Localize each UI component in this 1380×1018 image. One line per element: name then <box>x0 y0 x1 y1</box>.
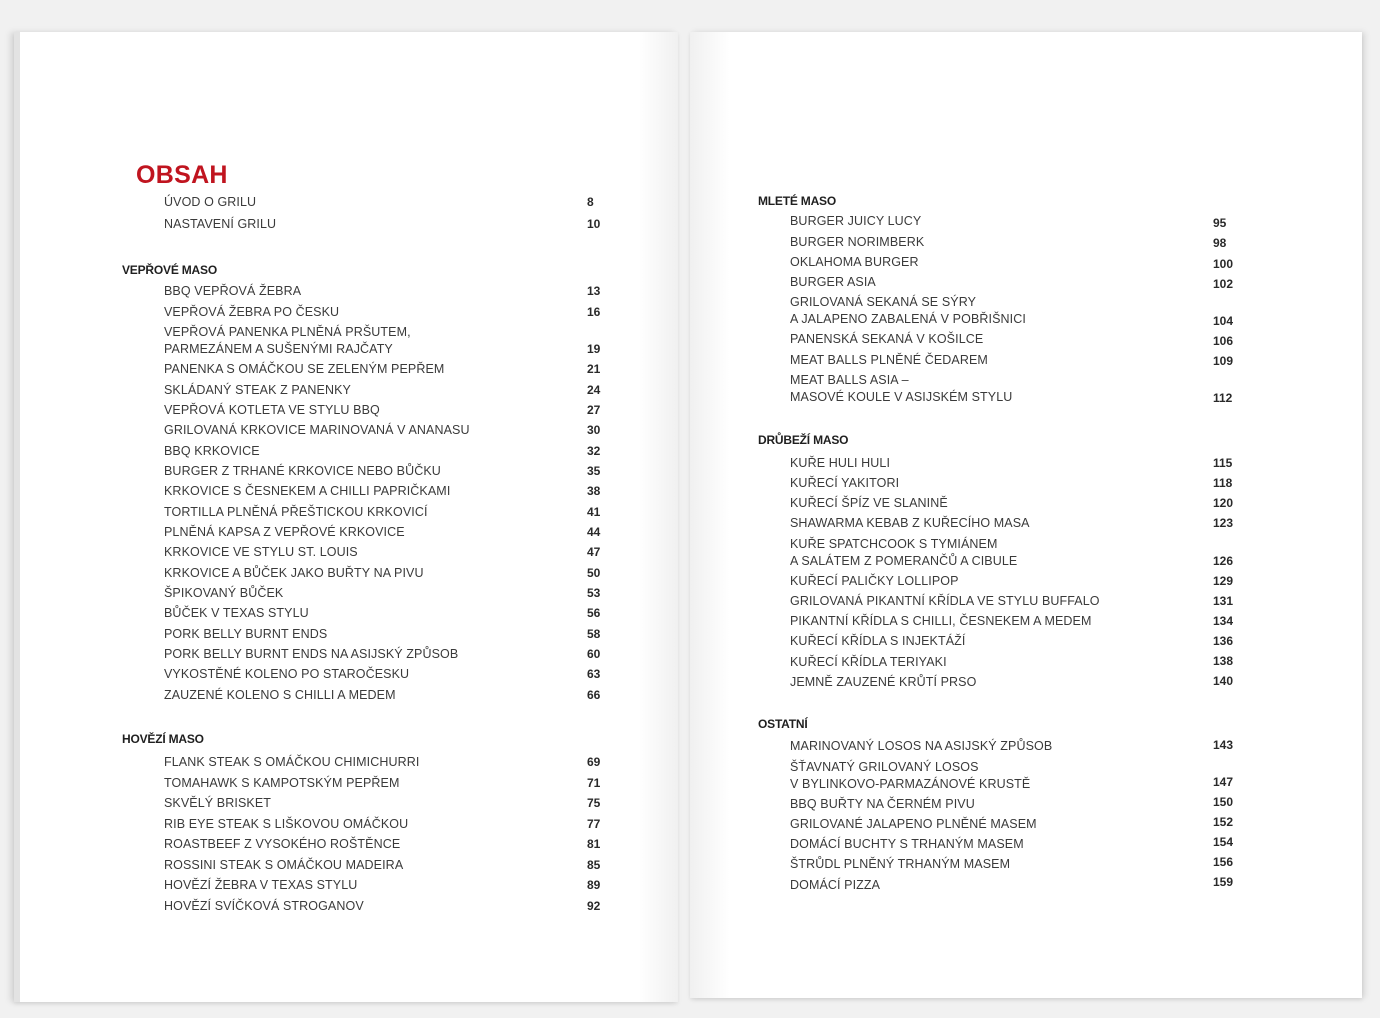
toc-entry-page: 92 <box>587 899 601 913</box>
page-title: OBSAH <box>136 161 228 189</box>
toc-entry-label: ŠTRŮDL PLNĚNÝ TRHANÝM MASEM <box>790 857 1011 871</box>
toc-entry-label: KUŘECÍ PALIČKY LOLLIPOP <box>790 574 959 588</box>
toc-entry-label: PORK BELLY BURNT ENDS <box>164 627 328 641</box>
toc-entry-label: KUŘECÍ KŘÍDLA S INJEKTÁŽÍ <box>790 634 966 648</box>
toc-entry-label: BURGER NORIMBERK <box>790 235 925 249</box>
toc-entry-page: 32 <box>587 444 601 458</box>
toc-entry-label: GRILOVANÉ JALAPENO PLNĚNÉ MASEM <box>790 817 1037 831</box>
toc-entry-page: 150 <box>1213 795 1234 809</box>
toc-entry-label-line2: PARMEZÁNEM A SUŠENÝMI RAJČATY <box>164 342 393 356</box>
toc-entry-page: 41 <box>587 505 601 519</box>
toc-entry-label: BBQ BUŘTY NA ČERNÉM PIVU <box>790 797 975 811</box>
toc-entry-label: BURGER ASIA <box>790 275 876 289</box>
toc-entry-page: 66 <box>587 688 601 702</box>
toc-entry-page: 13 <box>587 284 601 298</box>
toc-entry-page: 56 <box>587 606 601 620</box>
toc-entry-page: 89 <box>587 878 601 892</box>
toc-entry-label: KRKOVICE VE STYLU ST. LOUIS <box>164 545 358 559</box>
toc-entry-label: TORTILLA PLNĚNÁ PŘEŠTICKOU KRKOVICÍ <box>164 505 428 519</box>
toc-entry-page: 71 <box>587 776 601 790</box>
gutter-shadow <box>638 32 678 1002</box>
toc-entry-page: 138 <box>1213 654 1234 668</box>
toc-entry-page: 81 <box>587 837 601 851</box>
toc-entry-page: 75 <box>587 796 601 810</box>
toc-entry-page: 106 <box>1213 334 1234 348</box>
toc-entry-page: 69 <box>587 755 601 769</box>
toc-entry-label: ÚVOD O GRILU <box>164 195 257 209</box>
toc-entry-page: 38 <box>587 484 601 498</box>
toc-entry-page: 118 <box>1213 476 1233 490</box>
toc-entry-label: VEPŘOVÁ ŽEBRA PO ČESKU <box>164 305 340 319</box>
toc-entry-page: 152 <box>1213 815 1234 829</box>
toc-entry-page: 123 <box>1213 516 1234 530</box>
toc-entry-page: 115 <box>1213 456 1233 470</box>
toc-entry-page: 63 <box>587 667 601 681</box>
toc-entry-page: 44 <box>587 525 601 539</box>
toc-entry-label: SKLÁDANÝ STEAK Z PANENKY <box>164 383 351 397</box>
toc-entry-label: OKLAHOMA BURGER <box>790 255 919 269</box>
toc-entry-page: 58 <box>587 627 601 641</box>
toc-entry-label: SKVĚLÝ BRISKET <box>164 796 271 810</box>
toc-entry-label: GRILOVANÁ KRKOVICE MARINOVANÁ V ANANASU <box>164 423 470 437</box>
toc-entry-page: 16 <box>587 305 601 319</box>
toc-entry-page: 77 <box>587 817 601 831</box>
toc-entry-label: HOVĚZÍ SVÍČKOVÁ STROGANOV <box>164 899 364 913</box>
toc-entry-page: 129 <box>1213 574 1234 588</box>
toc-entry-label: HOVĚZÍ ŽEBRA V TEXAS STYLU <box>164 878 358 892</box>
section-heading: MLETÉ MASO <box>758 194 836 208</box>
toc-entry-label: BURGER JUICY LUCY <box>790 214 922 228</box>
toc-entry-label: MEAT BALLS ASIA – <box>790 373 909 387</box>
right-page <box>690 32 1362 998</box>
toc-entry-page: 60 <box>587 647 601 661</box>
toc-entry-label: PORK BELLY BURNT ENDS NA ASIJSKÝ ZPŮSOB <box>164 647 459 661</box>
toc-entry-label: KRKOVICE A BŮČEK JAKO BUŘTY NA PIVU <box>164 566 424 580</box>
toc-entry-page: 8 <box>587 195 594 209</box>
toc-entry-label: KUŘECÍ ŠPÍZ VE SLANINĚ <box>790 496 948 510</box>
toc-entry-label-line2: A SALÁTEM Z POMERANČŮ A CIBULE <box>790 554 1018 568</box>
toc-entry-label: ROASTBEEF Z VYSOKÉHO ROŠTĚNCE <box>164 837 401 851</box>
toc-entry-label: KUŘE HULI HULI <box>790 456 891 470</box>
toc-entry-label: VEPŘOVÁ PANENKA PLNĚNÁ PRŠUTEM, <box>164 325 411 339</box>
toc-entry-label: ZAUZENÉ KOLENO S CHILLI A MEDEM <box>164 688 396 702</box>
toc-entry-label: BBQ KRKOVICE <box>164 444 260 458</box>
toc-entry-label: ŠŤAVNATÝ GRILOVANÝ LOSOS <box>790 760 979 774</box>
toc-entry-page: 143 <box>1213 738 1234 752</box>
toc-entry-page: 100 <box>1213 257 1234 271</box>
section-heading: HOVĚZÍ MASO <box>122 732 204 746</box>
toc-entry-page: 136 <box>1213 634 1234 648</box>
toc-entry-page: 10 <box>587 217 601 231</box>
toc-entry-page: 104 <box>1213 314 1234 328</box>
toc-entry-label: SHAWARMA KEBAB Z KUŘECÍHO MASA <box>790 516 1030 530</box>
toc-entry-label: RIB EYE STEAK S LIŠKOVOU OMÁČKOU <box>164 817 409 831</box>
toc-entry-page: 19 <box>587 342 601 356</box>
toc-entry-page: 85 <box>587 858 601 872</box>
toc-entry-page: 126 <box>1213 554 1234 568</box>
toc-entry-page: 35 <box>587 464 601 478</box>
toc-entry-label: TOMAHAWK S KAMPOTSKÝM PEPŘEM <box>164 776 400 790</box>
toc-entry-page: 159 <box>1213 875 1234 889</box>
toc-entry-label: PANENSKÁ SEKANÁ V KOŠILCE <box>790 332 984 346</box>
toc-entry-label: VEPŘOVÁ KOTLETA VE STYLU BBQ <box>164 403 380 417</box>
toc-entry-page: 30 <box>587 423 601 437</box>
toc-entry-page: 47 <box>587 545 601 559</box>
page-edge <box>14 32 20 1002</box>
toc-entry-label: JEMNĚ ZAUZENÉ KRŮTÍ PRSO <box>790 675 977 689</box>
section-heading: OSTATNÍ <box>758 717 808 731</box>
toc-entry-page: 154 <box>1213 835 1234 849</box>
toc-entry-label: BBQ VEPŘOVÁ ŽEBRA <box>164 284 302 298</box>
section-heading: VEPŘOVÉ MASO <box>122 263 217 277</box>
toc-entry-label: BŮČEK V TEXAS STYLU <box>164 606 309 620</box>
toc-entry-label: KUŘECÍ YAKITORI <box>790 476 900 490</box>
toc-entry-label: DOMÁCÍ PIZZA <box>790 878 881 892</box>
toc-entry-page: 109 <box>1213 354 1234 368</box>
left-page <box>14 32 678 1002</box>
toc-entry-label-line2: MASOVÉ KOULE V ASIJSKÉM STYLU <box>790 390 1013 404</box>
toc-entry-page: 134 <box>1213 614 1234 628</box>
toc-entry-page: 98 <box>1213 236 1227 250</box>
toc-entry-page: 95 <box>1213 216 1227 230</box>
toc-entry-label-line2: V BYLINKOVO-PARMAZÁNOVÉ KRUSTĚ <box>790 777 1031 791</box>
toc-entry-page: 24 <box>587 383 601 397</box>
toc-entry-label: GRILOVANÁ PIKANTNÍ KŘÍDLA VE STYLU BUFFALO <box>790 594 1100 608</box>
toc-entry-page: 140 <box>1213 674 1234 688</box>
gutter-shadow <box>690 32 730 998</box>
toc-entry-label: KUŘECÍ KŘÍDLA TERIYAKI <box>790 655 947 669</box>
toc-entry-page: 50 <box>587 566 601 580</box>
toc-entry-label: DOMÁCÍ BUCHTY S TRHANÝM MASEM <box>790 837 1024 851</box>
section-heading: DRŮBEŽÍ MASO <box>758 433 849 447</box>
toc-entry-label: PANENKA S OMÁČKOU SE ZELENÝM PEPŘEM <box>164 362 445 376</box>
toc-entry-label-line2: A JALAPENO ZABALENÁ V POBŘIŠNICI <box>790 312 1026 326</box>
toc-entry-label: NASTAVENÍ GRILU <box>164 217 277 231</box>
toc-entry-label: ROSSINI STEAK S OMÁČKOU MADEIRA <box>164 858 404 872</box>
toc-entry-label: BURGER Z TRHANÉ KRKOVICE NEBO BŮČKU <box>164 464 441 478</box>
toc-entry-label: ŠPIKOVANÝ BŮČEK <box>164 586 284 600</box>
toc-entry-label: MEAT BALLS PLNĚNÉ ČEDAREM <box>790 353 988 367</box>
toc-entry-label: MARINOVANÝ LOSOS NA ASIJSKÝ ZPŮSOB <box>790 739 1053 753</box>
toc-entry-page: 53 <box>587 586 601 600</box>
toc-entry-label: PIKANTNÍ KŘÍDLA S CHILLI, ČESNEKEM A MEDEM <box>790 614 1092 628</box>
toc-entry-label: FLANK STEAK S OMÁČKOU CHIMICHURRI <box>164 755 420 769</box>
toc-entry-page: 120 <box>1213 496 1234 510</box>
toc-entry-page: 21 <box>587 362 601 376</box>
toc-entry-label: KUŘE SPATCHCOOK S TYMIÁNEM <box>790 537 998 551</box>
toc-entry-page: 131 <box>1213 594 1234 608</box>
toc-entry-label: VYKOSTĚNÉ KOLENO PO STAROČESKU <box>164 667 410 681</box>
toc-entry-label: GRILOVANÁ SEKANÁ SE SÝRY <box>790 295 977 309</box>
toc-entry-page: 147 <box>1213 775 1234 789</box>
toc-entry-label: KRKOVICE S ČESNEKEM A CHILLI PAPRIČKAMI <box>164 484 451 498</box>
toc-entry-page: 27 <box>587 403 601 417</box>
toc-entry-page: 112 <box>1213 391 1233 405</box>
toc-entry-page: 156 <box>1213 855 1234 869</box>
toc-entry-page: 102 <box>1213 277 1234 291</box>
toc-entry-label: PLNĚNÁ KAPSA Z VEPŘOVÉ KRKOVICE <box>164 525 405 539</box>
